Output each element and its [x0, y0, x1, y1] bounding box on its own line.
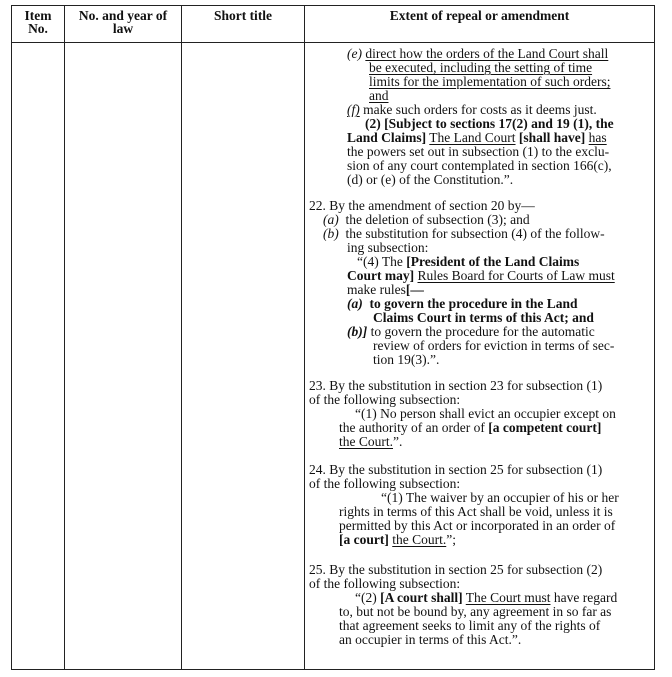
text-line: an occupier in terms of this Act.”. — [339, 632, 522, 647]
item-22-heading: 22. By the amendment of section 20 by— — [309, 198, 535, 213]
bold-text: [— — [405, 282, 424, 297]
extent-text: (e) direct how the orders of the Land Court shall be executed, including the setting of time limits for the implementation of such orders; and (f) make such orders for costs as it deems just. (2) [Subject to sections 17(2) and 19 (1), the Land Claims] The Land Court [shall have] has the powers set out in subsection (1) to the exclu- sion of any court contemplated in section 166(c), (d) or (e) of the Constitution.”. 22. By the amendment of section 20 by— (a) the deletion of subsection (3); and (b) the substitution for subsection (4) of the follow- ing subsection: “(4) The [President of the Land Claims Court may] Rules Board for Courts of Law must make rules[— (a) to govern the procedure in the Land Claims Court in terms of this Act; and (b)] to govern the procedure for the automatic review of orders for eviction in terms of sec- tion 19(3).”. 23. By the substitution in section 23 for subsection (1) of the following subsection: “(1) No person shall evict an occupier except on the authority of an order of [a competent court] the Court.”. 24. By the substitution in section 25 for subsection (1) of the following subsection: “(1) The waiver by an occupier of his or her rights in terms of this Act shall be void, unless it is permitted by this Act or incorporated in an order of [a court] the Court.”; 25. By the substitution in section 25 for subsection (2) of the following subsection: “(2) [A court shall] The Court must have regard to, but not be bound by, any agreement in so far as that agreement seeks to limit any of the rights of an occupier in terms of this Act.”. — [309, 46, 619, 647]
text-line: Claims Court in terms of this Act; and — [373, 310, 594, 325]
para-label: (a) — [323, 212, 339, 227]
bold-text: [A court shall] — [380, 590, 463, 605]
bold-text: Land Claims] — [347, 130, 427, 145]
header-item-no: Item No. — [12, 6, 65, 43]
bold-text: [shall have] — [518, 130, 586, 145]
underlined-text: has — [588, 130, 607, 145]
cell-extent — [305, 43, 655, 670]
underlined-text: The Land Court — [429, 130, 516, 145]
text-line: direct how the orders of the Land Court shall — [365, 46, 609, 61]
text-line: tion 19(3).”. — [373, 352, 440, 367]
text-line: the deletion of subsection (3); and — [345, 212, 530, 227]
amendment-table — [11, 5, 655, 670]
text-line: the substitution for subsection (4) of the follow- — [345, 226, 605, 241]
para-label: (b)] — [347, 324, 368, 339]
bold-text: [a competent court] — [488, 420, 602, 435]
para-label: (f) — [347, 102, 360, 117]
underlined-text: Rules Board for Courts of Law must — [417, 268, 615, 283]
text-line: permitted by this Act or incorporated in an order of — [339, 518, 616, 533]
underlined-text: The Court must — [465, 590, 551, 605]
table-header-row — [12, 6, 655, 43]
text-line: be executed, including the setting of time — [369, 60, 593, 75]
underlined-text: the Court. — [339, 434, 393, 449]
header-no-year: No. and year of law — [65, 6, 182, 43]
bold-text: Court may] — [347, 268, 415, 283]
cell-no-year — [65, 43, 182, 670]
text-line: limits for the implementation of such orders; — [369, 74, 611, 89]
cell-short-title — [182, 43, 305, 670]
text-line: of the following subsection: — [309, 392, 461, 407]
table-row — [12, 43, 655, 670]
para-label: (a) — [347, 296, 363, 311]
item-23-heading: 23. By the substitution in section 23 for subsection (1) — [309, 378, 603, 393]
bold-text: [President of the Land Claims — [406, 254, 580, 269]
text-line: that agreement seeks to limit any of the rights of — [339, 618, 601, 633]
text-line: rights in terms of this Act shall be void, unless it is — [339, 504, 613, 519]
header-extent: Extent of repeal or amendment — [305, 6, 655, 43]
text-line: ing subsection: — [347, 240, 429, 255]
text-line: “(1) No person shall evict an occupier except on — [355, 406, 616, 421]
text-line: sion of any court contemplated in section 166(c), — [347, 158, 612, 173]
bold-text: [a court] — [339, 532, 389, 547]
text-line: of the following subsection: — [309, 476, 461, 491]
para-label: (b) — [323, 226, 339, 241]
text-line: (d) or (e) of the Constitution.”. — [347, 172, 514, 187]
text-line: “(1) The waiver by an occupier of his or her — [381, 490, 619, 505]
text-line: the powers set out in subsection (1) to the exclu- — [347, 144, 610, 159]
text-line: to, but not be bound by, any agreement in so far as — [339, 604, 612, 619]
cell-item-no — [12, 43, 65, 670]
text-line: and — [369, 88, 389, 103]
underlined-text: the Court. — [392, 532, 447, 547]
para-label: (e) — [347, 46, 362, 61]
text-line: of the following subsection: — [309, 576, 461, 591]
text-line: make such orders for costs as it deems just. — [363, 102, 597, 117]
text-line: (2) [Subject to sections 17(2) and 19 (1), the — [365, 116, 614, 131]
text-line: review of orders for eviction in terms of sec- — [373, 338, 615, 353]
header-short-title: Short title — [182, 6, 305, 43]
item-24-heading: 24. By the substitution in section 25 for subsection (1) — [309, 462, 603, 477]
item-25-heading: 25. By the substitution in section 25 for subsection (2) — [309, 562, 603, 577]
